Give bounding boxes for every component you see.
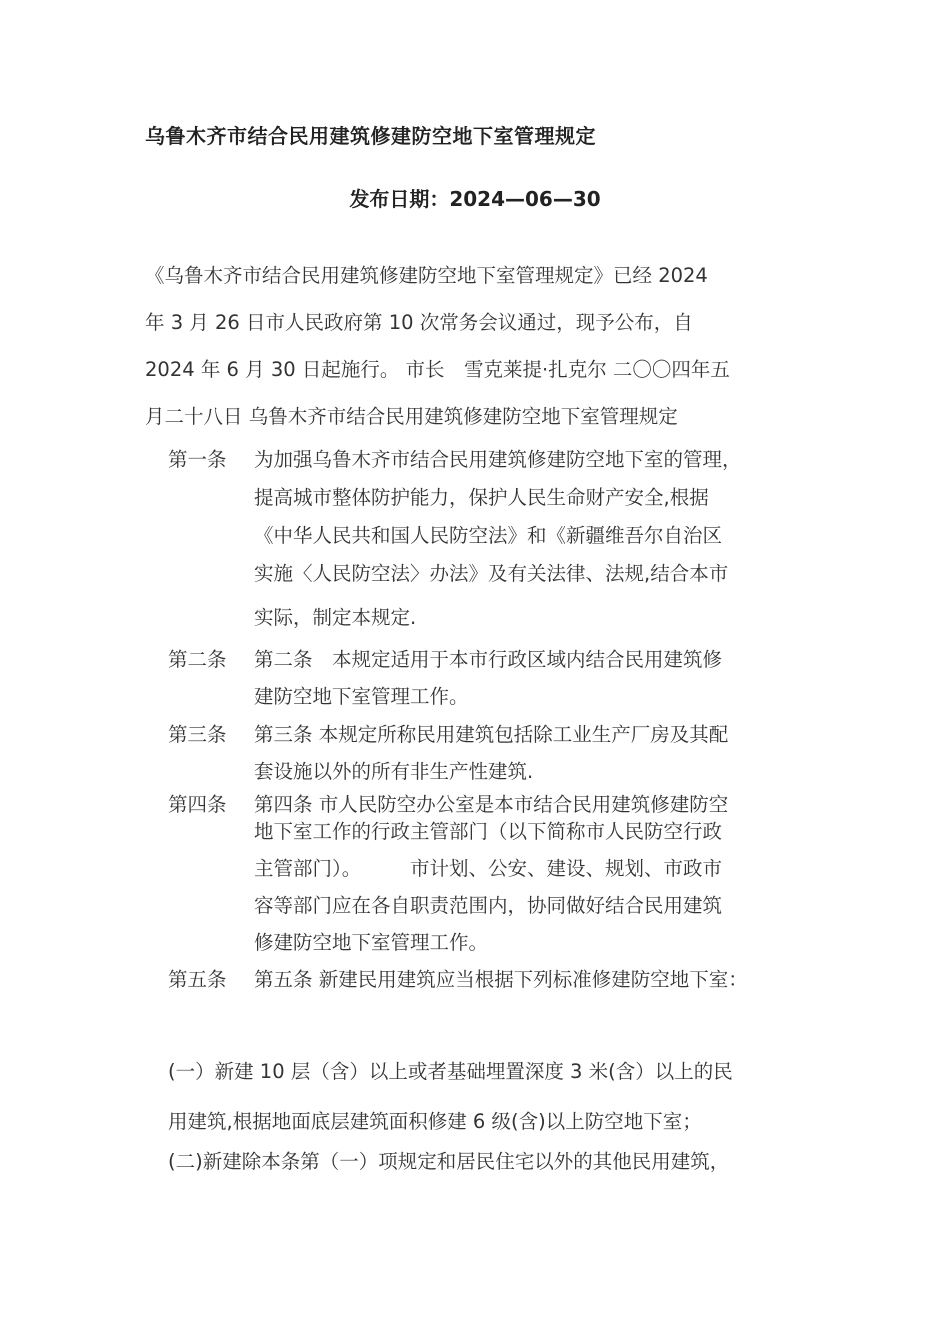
article-line: 《中华人民共和国人民防空法》和《新疆维吾尔自治区 <box>254 524 723 547</box>
article-line: 容等部门应在各自职责范围内，协同做好结合民用建筑 <box>254 894 723 917</box>
intro-line: 年 3 月 26 日市人民政府第 10 次常务会议通过，现予公布，自 <box>145 311 693 334</box>
article-line: 第五条 新建民用建筑应当根据下列标准修建防空地下室： <box>254 968 748 991</box>
article-line: 套设施以外的所有非生产性建筑. <box>254 760 534 783</box>
article-body <box>254 716 814 790</box>
list-item-line: (一）新建 10 层（含）以上或者基础埋置深度 3 米(含）以上的民 <box>168 1060 733 1083</box>
document-title: 乌鲁木齐市结合民用建筑修建防空地下室管理规定 <box>145 124 596 148</box>
intro-line: 2024 年 6 月 30 日起施行。 市长 雪克莱提·扎克尔 二〇〇四年五 <box>145 358 730 381</box>
article-body <box>254 966 814 993</box>
publish-date: 发布日期：2024—06—30 <box>349 187 601 211</box>
article-line: 第三条 本规定所称民用建筑包括除工业生产厂房及其配 <box>254 723 729 746</box>
article-label: 第三条 <box>168 723 227 746</box>
list-item-line: 用建筑,根据地面底层建筑面积修建 6 级(含)以上防空地下室； <box>168 1110 702 1133</box>
article-line: 主管部门）。 市计划、公安、建设、规划、市政市 <box>254 857 723 880</box>
article-line: 建防空地下室管理工作。 <box>254 685 469 708</box>
article-body <box>254 441 814 637</box>
article-line: 地下室工作的行政主管部门（以下简称市人民防空行政 <box>254 820 723 843</box>
list-item <box>168 1148 818 1175</box>
intro-paragraph <box>145 252 810 440</box>
article-label: 第一条 <box>168 448 227 471</box>
article-line: 第四条 市人民防空办公室是本市结合民用建筑修建防空 <box>254 793 729 816</box>
article-body <box>254 791 814 956</box>
article-label: 第四条 <box>168 793 227 816</box>
article-line: 第二条 本规定适用于本市行政区域内结合民用建筑修 <box>254 648 723 671</box>
article-line: 实施〈人民防空法〉办法》及有关法律、法规,结合本市 <box>254 562 729 585</box>
list-item <box>168 1047 818 1147</box>
article-label: 第二条 <box>168 648 227 671</box>
article-label: 第五条 <box>168 968 227 991</box>
intro-line: 月二十八日 乌鲁木齐市结合民用建筑修建防空地下室管理规定 <box>145 405 678 428</box>
list-item-line: (二)新建除本条第（一）项规定和居民住宅以外的其他民用建筑， <box>168 1150 730 1173</box>
intro-line: 《乌鲁木齐市结合民用建筑修建防空地下室管理规定》已经 2024 <box>145 264 708 287</box>
article-line: 为加强乌鲁木齐市结合民用建筑修建防空地下室的管理， <box>254 448 742 471</box>
article-line: 实际，制定本规定. <box>254 606 417 629</box>
article-body <box>254 641 814 715</box>
article-line: 提高城市整体防护能力，保护人民生命财产安全,根据 <box>254 486 709 509</box>
article-line: 修建防空地下室管理工作。 <box>254 931 489 954</box>
